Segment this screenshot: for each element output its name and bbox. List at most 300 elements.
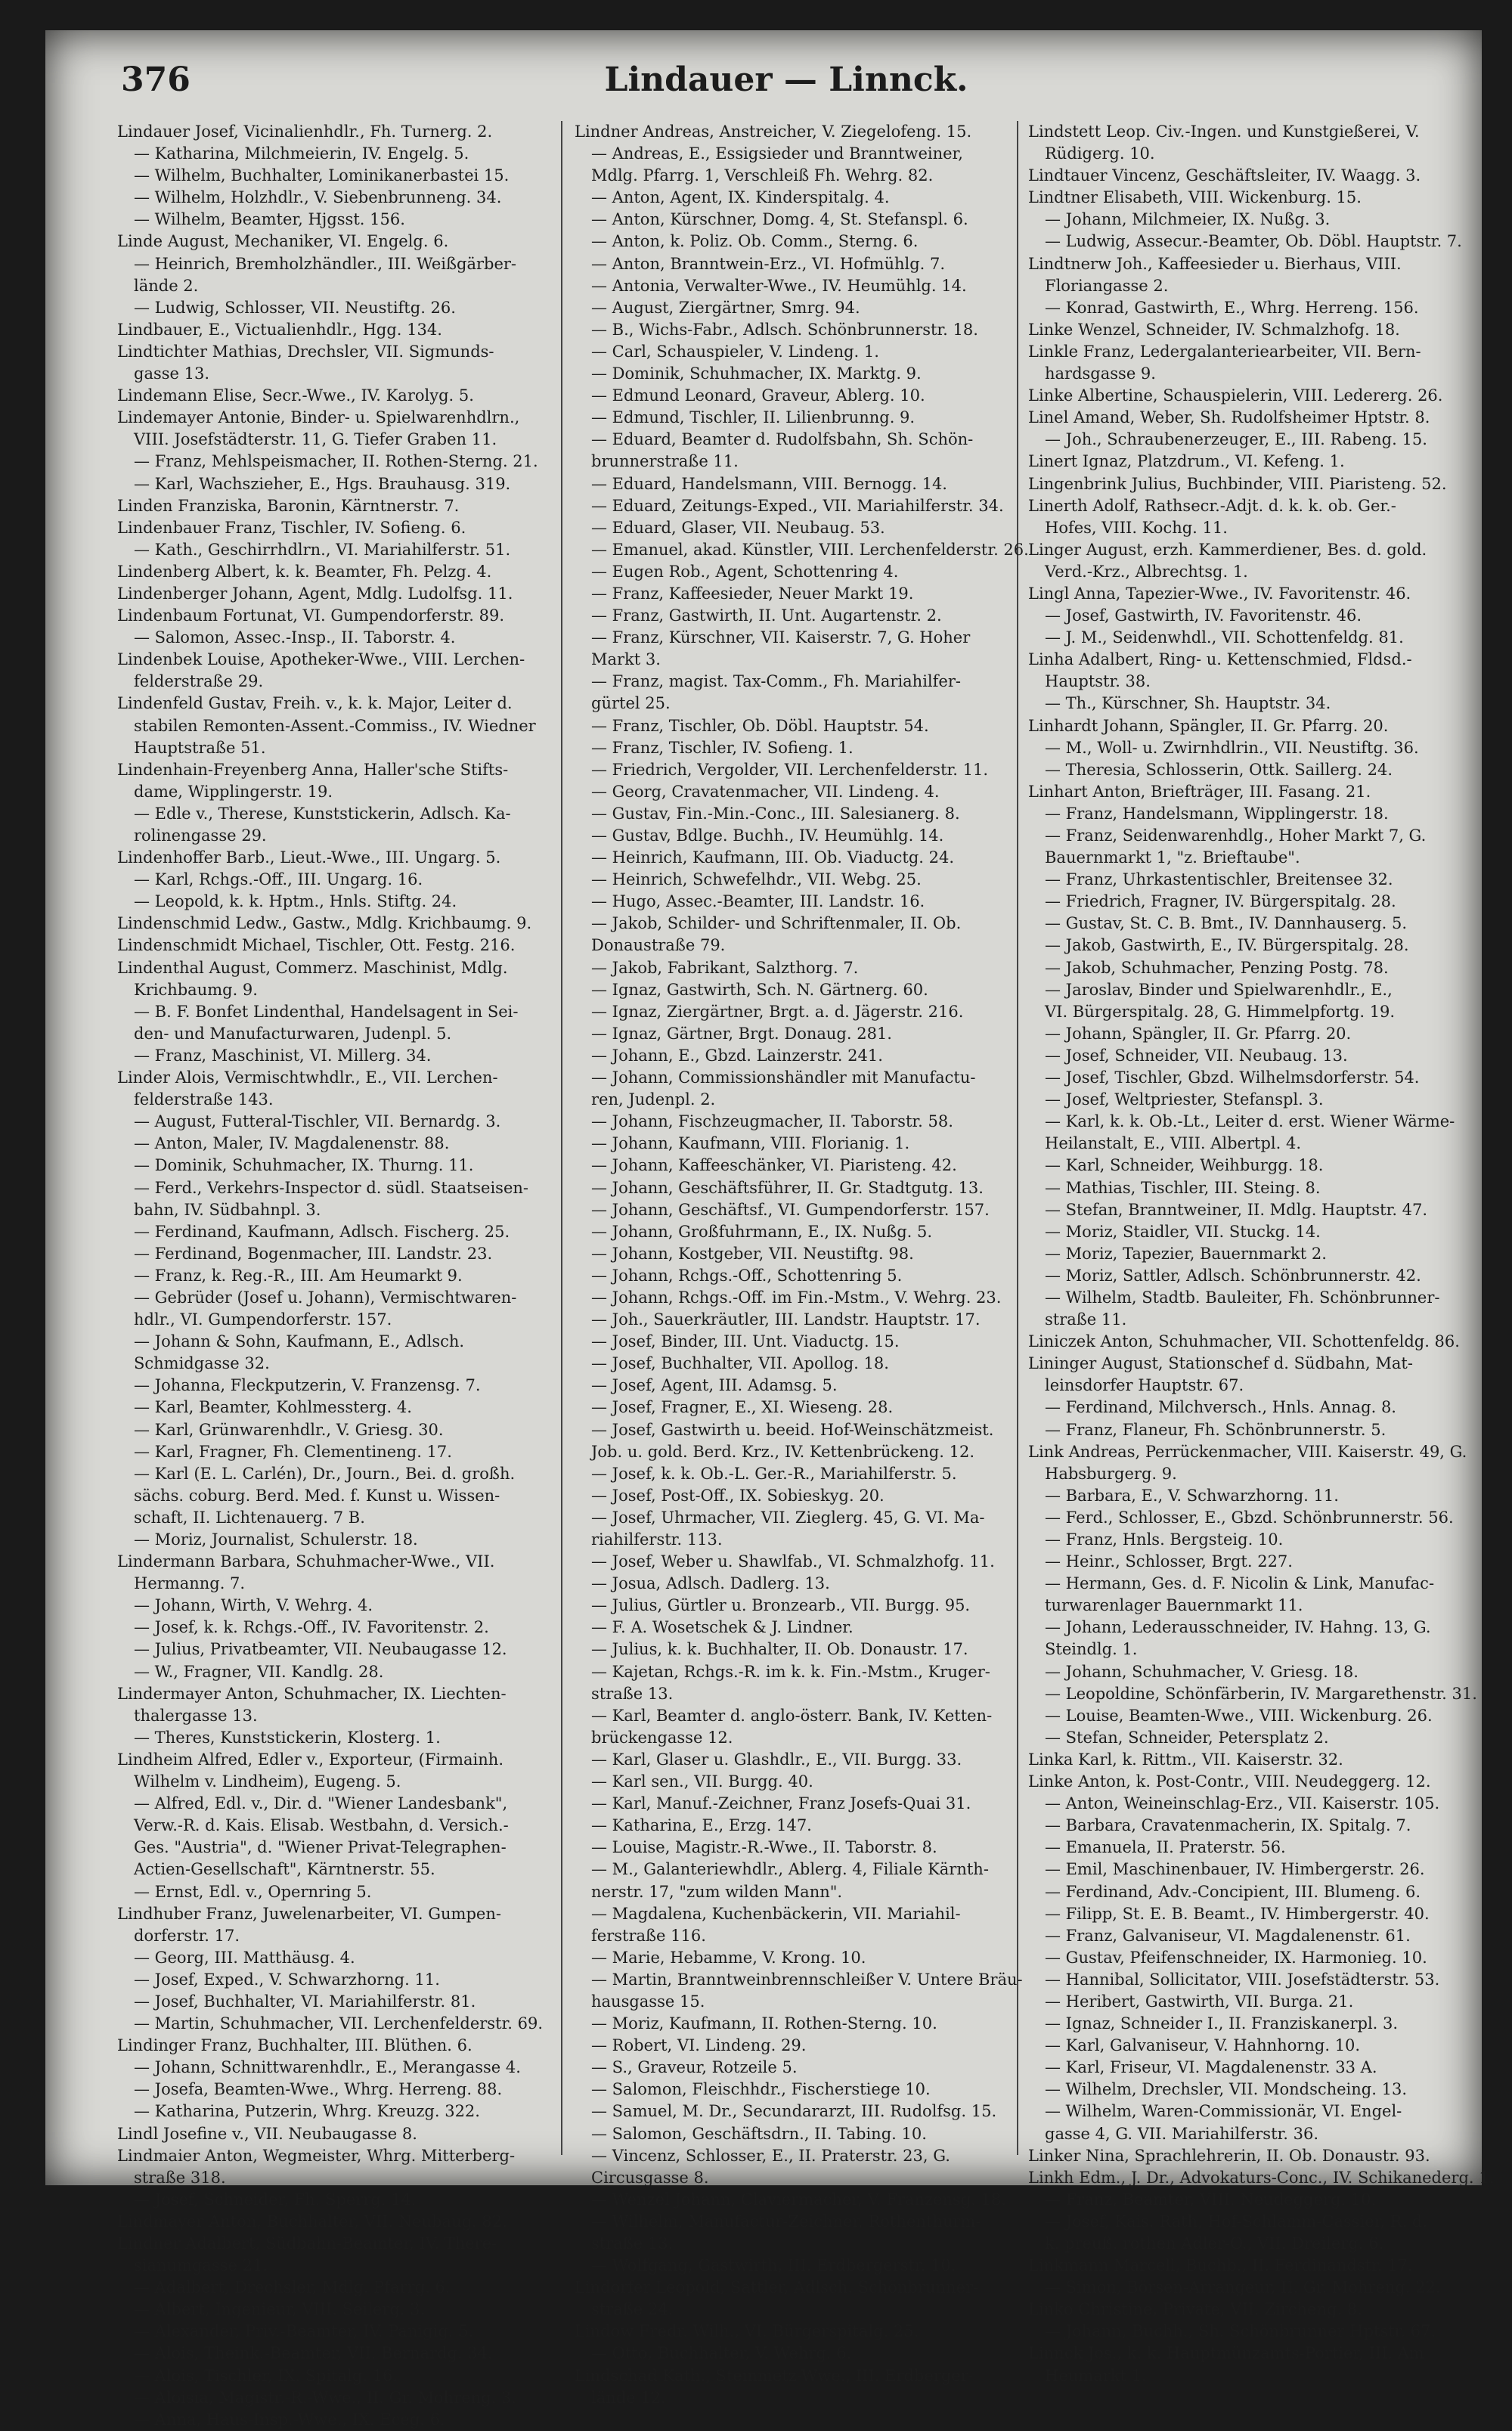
- directory-entry-line: — Louise, Magistr.-R.-Wwe., II. Taborstr. 8.: [591, 1838, 937, 1857]
- directory-entry-line: — Eduard, Zeitungs-Exped., VII. Mariahilferstr. 34.: [591, 496, 1004, 515]
- directory-entry-line: Linkmann Marcell, Buchb., II. Ferdinandstr. 17.: [1028, 2256, 1413, 2275]
- directory-entry-line: sächs. coburg. Berd. Med. f. Kunst u. Wissen-: [134, 1486, 500, 1505]
- directory-entry-line: Linkh Edm., J. Dr., Advokaturs-Conc., IV. Schikanederg. 1.: [1028, 2168, 1495, 2187]
- directory-entry-line: — Julius, Privatbeamter, VII. Neubaugasse 12.: [134, 1640, 507, 1659]
- directory-entry-line: lände 2.: [134, 276, 199, 295]
- directory-entry-line: — Johann, Schuhmacher, V. Griesg. 18.: [1045, 1662, 1359, 1681]
- directory-entry-line: — Franz, k. Reg.-R., III. Am Heumarkt 9.: [134, 1266, 463, 1285]
- directory-entry-line: Wilhelm v. Lindheim), Eugeng. 5.: [134, 1772, 401, 1791]
- directory-entry-line: Ges. "Austria", d. "Wiener Privat-Telegraphen-: [134, 1838, 507, 1857]
- directory-entry-line: — Moriz, Kaufmann, II. Rothen-Sterng. 10.: [591, 2014, 937, 2033]
- directory-entry-line: — Samuel, M. Dr., Secundararzt, III. Rudolfsg. 15.: [591, 2102, 997, 2121]
- directory-entry-line: — Josef, Kais. Rath, Hof-Schlamm-Cassier, R. d.: [1045, 2212, 1428, 2231]
- directory-entry-line: — Leopold, k. k. Hptm., Hnls. Stiftg. 24.: [134, 892, 457, 911]
- directory-entry-line: — Franz, Tischler, IV. Sofieng. 1.: [591, 738, 854, 757]
- directory-entry-line: Lindauer Josef, Vicinalienhdlr., Fh. Turnerg. 2.: [117, 122, 493, 141]
- directory-entry-line: — Emanuela, II. Praterstr. 56.: [1045, 1838, 1286, 1857]
- directory-entry-line: — Anton, Weineinschlag-Erz., VII. Kaiserstr. 105.: [1045, 1794, 1440, 1813]
- directory-entry-line: leinsdorfer Hauptstr. 67.: [1045, 1376, 1244, 1395]
- directory-entry-line: Linha Adalbert, Ring- u. Kettenschmied, Fldsd.-: [1028, 650, 1412, 669]
- directory-entry-line: Lindenhain-Freyenberg Anna, Haller'sche Stifts-: [117, 760, 509, 779]
- directory-entry-line: — Moriz, Tapezier, Bauernmarkt 2.: [1045, 1244, 1327, 1263]
- directory-entry-line: — Franz, Mehlspeismacher, II. Rothen-Sterng. 21.: [134, 452, 538, 471]
- directory-entry-line: — Julius, k. k. Buchhalter, II. Ob. Donaustr. 17.: [591, 1640, 968, 1659]
- directory-entry-line: — Hermann, Ges. d. F. Nicolin & Link, Manufac-: [1045, 1574, 1435, 1593]
- directory-entry-line: — Johann, Schnittwarenhdlr., E., Merangasse 4.: [134, 2058, 521, 2077]
- directory-entry-line: Lindheim Alfred, Edler v., Exporteur, (Firmainh.: [117, 1750, 503, 1769]
- directory-entry-line: — Josua, Adlsch. Dadlerg. 13.: [591, 1574, 830, 1593]
- directory-entry-line: — Wilhelm, Buchhalter, Lominikanerbastei 15.: [134, 166, 510, 185]
- directory-entry-line: — Josef, Schneider, VII. Neubaug. 13.: [1045, 1046, 1348, 1065]
- directory-entry-line: Hauptstraße 51.: [134, 738, 266, 757]
- directory-entry-line: — Josef, Weltpriester, Stefanspl. 3.: [1045, 1090, 1324, 1109]
- directory-entry-line: sianumgasse 21.: [134, 2256, 268, 2275]
- directory-entry-line: straße 13.: [591, 1684, 674, 1703]
- directory-entry-line: — Kajetan, Rchgs.-R. im k. k. Fin.-Mstm., Kruger-: [591, 1662, 990, 1681]
- directory-entry-line: Bauernmarkt 1, "z. Brieftaube".: [1045, 848, 1300, 867]
- directory-entry-line: Lindenberg Albert, k. k. Beamter, Fh. Pelzg. 4.: [117, 562, 492, 581]
- directory-entry-line: — Johann, Commissionshändler mit Manufactu-: [591, 1068, 976, 1087]
- directory-entry-line: Lindenthal August, Commerz. Maschinist, Mdlg.: [117, 958, 508, 977]
- directory-entry-line: — Wilhelm, Stadtb. Bauleiter, Fh. Schönbrunner-: [1045, 1288, 1440, 1307]
- directory-entry-line: Lindenbaum Fortunat, VI. Gumpendorferstr. 89.: [117, 606, 505, 625]
- directory-entry-line: — Gebrüder (Josef u. Johann), Vermischtwaren-: [134, 1288, 517, 1307]
- directory-entry-line: straße 318.: [134, 2168, 226, 2187]
- directory-entry-line: — Magdalena, Kuchenbäckerin, VII. Mariahil-: [591, 1904, 961, 1923]
- directory-entry-line: straße 11.: [1045, 1310, 1127, 1329]
- directory-entry-line: — J. M., Seidenwhdl., VII. Schottenfeldg. 81.: [1045, 628, 1404, 647]
- directory-entry-line: — Johann, Rchgs.-Off., Schottenring 5.: [591, 1266, 903, 1285]
- directory-entry-line: gasse 4, G. VII. Mariahilferstr. 36.: [1045, 2124, 1319, 2143]
- directory-entry-line: — Katharina, Milchmeierin, IV. Engelg. 5.: [134, 144, 469, 163]
- directory-entry-line: Hermanng. 7.: [134, 1574, 246, 1593]
- directory-entry-line: brunnerstraße 11.: [591, 452, 739, 471]
- directory-entry-line: — Jakob, Gastwirth, E., IV. Bürgerspitalg. 28.: [1045, 936, 1409, 955]
- directory-entry-line: — Anton, Kürschner, Domg. 4, St. Stefanspl. 6.: [591, 210, 968, 229]
- directory-entry-line: — Kath., Geschirrhdlrn., VI. Mariahilferstr. 51.: [134, 540, 511, 559]
- directory-entry-line: — Ferd., Verkehrs-Inspector d. südl. Staatseisen-: [134, 1178, 529, 1197]
- directory-entry-line: — Anton, k. Poliz. Ob. Comm., Sterng. 6.: [591, 232, 919, 251]
- directory-entry-line: — Alois, Tischler, IX. Spitalg. 16.: [134, 2366, 398, 2385]
- directory-entry-line: Lininger August, Stationschef d. Südbahn, Mat-: [1028, 1354, 1413, 1373]
- directory-entry-line: Actien-Gesellschaft", Kärntnerstr. 55.: [134, 1860, 435, 1879]
- directory-entry-line: — Salomon, Fleischhdr., Fischerstiege 10.: [591, 2080, 931, 2099]
- directory-entry-line: turwarenlager Bauernmarkt 11.: [1045, 1596, 1303, 1615]
- directory-entry-line: dorferstr. 17.: [134, 1926, 240, 1945]
- directory-entry-line: — Karl, Friseur, VI. Magdalenenstr. 33 A.: [1045, 2058, 1377, 2077]
- directory-entry-line: straße 24.: [591, 2300, 674, 2319]
- directory-entry-line: — Karl, Schneider, Weihburgg. 18.: [1045, 1156, 1324, 1175]
- directory-entry-line: Linke Anton, k. Post-Contr., VIII. Neudeggerg. 12.: [1028, 1772, 1431, 1791]
- directory-entry-line: — Johann, Buchh., Sh. Schönbrunner Hptstr. 67.: [1045, 2322, 1436, 2341]
- directory-entry-line: — Stefan, Branntweiner, II. Mdlg. Hauptstr. 47.: [1045, 1200, 1428, 1219]
- directory-entry-line: — Wilhelm, Holzhdlr., V. Siebenbrunneng. 34.: [134, 188, 502, 207]
- directory-entry-line: — Johann, Großfuhrmann, E., IX. Nußg. 5.: [591, 1222, 933, 1241]
- directory-entry-line: — Ferdinand, Bogenmacher, III. Landstr. 23.: [134, 1244, 493, 1263]
- directory-entry-line: — Otto, Buchhalter, V. Wehrg. 6.: [591, 2344, 852, 2363]
- directory-entry-line: Circusgasse 8.: [591, 2168, 709, 2187]
- directory-entry-line: — Hugo, Assec.-Beamter, III. Landstr. 16.: [591, 892, 925, 911]
- directory-entry-line: k. preuß. rothen Adler-O., VII. Dreilerg. 6.: [1045, 2234, 1384, 2253]
- directory-entry-line: — Joh., Sauerkräutler, III. Landstr. Hauptstr. 17.: [591, 1310, 981, 1329]
- directory-entry-line: — Louise, Beamten-Wwe., VIII. Wickenburg. 26.: [1045, 1706, 1433, 1725]
- directory-entry-line: — Josef, Schneider, Fh. Sperrg. 14.: [134, 2190, 417, 2209]
- directory-entry-line: Lindenbek Louise, Apotheker-Wwe., VIII. Lerchen-: [117, 650, 525, 669]
- directory-entry-line: — M., Galanteriewhdlr., Ablerg. 4, Filiale Kärnth-: [591, 1860, 989, 1879]
- directory-entry-line: — Karl, Glaser u. Glashdlr., E., VII. Burgg. 33.: [591, 1750, 962, 1769]
- directory-entry-line: — Josef, Buchhalter, VII. Apollog. 18.: [591, 1354, 889, 1373]
- directory-entry-line: — Jaroslav, Binder und Spielwarenhdlr., E.,: [1045, 980, 1393, 999]
- directory-entry-line: — Georg, III. Matthäusg. 4.: [134, 1948, 355, 1967]
- directory-entry-line: Krichbaumg. 9.: [134, 980, 258, 999]
- directory-entry-line: — Karl, Wachszieher, E., Hgs. Brauhausg. 319.: [134, 474, 511, 493]
- directory-entry-line: Linden Franziska, Baronin, Kärntnerstr. 7.: [117, 496, 460, 515]
- directory-entry-line: Lindtichter Mathias, Drechsler, VII. Sigmunds-: [117, 342, 494, 361]
- directory-entry-line: — Heinrich, Schwefelhdr., VII. Webg. 25.: [591, 870, 922, 889]
- directory-entry-line: — Karl, Grünwarenhdlr., V. Griesg. 30.: [134, 1420, 444, 1439]
- directory-entry-line: — Ferd., Schlosser, E., Gbzd. Schönbrunnerstr. 56.: [1045, 1508, 1454, 1527]
- directory-entry-line: Lindner Andreas, Anstreicher, V. Ziegelofeng. 15.: [575, 122, 972, 141]
- directory-entry-line: — Stefan, Schneider, Petersplatz 2.: [1045, 1728, 1329, 1747]
- directory-entry-line: — Josef, Gastwirth u. beeid. Hof-Weinschätzmeist.: [591, 1420, 994, 1439]
- directory-entry-line: — Karl, Rchgs.-Off., III. Ungarg. 16.: [134, 870, 423, 889]
- directory-entry-line: Lindschad Kath., Steinmetz-Wwe., III. Erdberger-: [575, 2366, 974, 2385]
- directory-entry-line: — Jakob, Schilder- und Schriftenmaler, II. Ob.: [591, 914, 962, 933]
- directory-entry-line: — Moriz, Staidler, VII. Stuckg. 14.: [1045, 1222, 1321, 1241]
- directory-entry-line: — Karl, Beamter d. anglo-österr. Bank, IV. Ketten-: [591, 1706, 993, 1725]
- directory-entry-line: — Johann, Kaffeeschänker, VI. Piaristeng. 42.: [591, 1156, 957, 1175]
- directory-entry-line: — Barbara, E., V. Schwarzhorng. 11.: [1045, 1486, 1339, 1505]
- directory-entry-line: — Wilhelm, Drechsler, VII. Mondscheing. 13.: [1045, 2080, 1407, 2099]
- directory-entry-line: — Ignaz, Gastwirth, Sch. N. Gärtnerg. 60.: [591, 980, 928, 999]
- directory-entry-line: — Alexander, Priv.-Beamter, IV. Panigig. 5.: [134, 2322, 474, 2341]
- directory-entry-line: — Johann, E., Gbzd. Lainzerstr. 241.: [591, 1046, 883, 1065]
- directory-entry-line: ren, Judenpl. 2.: [591, 1090, 716, 1109]
- directory-entry-line: dame, Wipplingerstr. 19.: [134, 782, 333, 801]
- directory-entry-line: — Wenzel Johann, Claviermacher, V. Franzensg. 18.: [591, 2190, 1006, 2209]
- directory-entry-line: Linde August, Mechaniker, VI. Engelg. 6.: [117, 232, 449, 251]
- directory-entry-line: — Josef, Buchhalter, VI. Mariahilferstr. 81.: [134, 1992, 476, 2011]
- directory-entry-line: — Franz, Kürschner, VII. Kaiserstr. 7, G. Hoher: [591, 628, 971, 647]
- directory-entry-line: Habsburgerg. 9.: [1045, 1464, 1177, 1483]
- directory-entry-line: brückengasse 12.: [591, 1728, 733, 1747]
- directory-entry-line: hdlr., VI. Gumpendorferstr. 157.: [134, 1310, 392, 1329]
- directory-entry-line: Floriangasse 2.: [1045, 276, 1169, 295]
- directory-entry-line: Lindemayer Antonie, Binder- u. Spielwarenhdlrn.,: [117, 408, 520, 427]
- directory-entry-line: — Karl, Fragner, Fh. Clementineng. 17.: [134, 1442, 452, 1461]
- directory-entry-line: — Karl, Beamter, Kohlmessterg. 4.: [134, 1398, 412, 1417]
- page-header: [121, 60, 1452, 113]
- directory-entry-line: rolinengasse 29.: [134, 826, 267, 845]
- directory-entry-line: — Johann, Kostgeber, VII. Neustiftg. 98.: [591, 1244, 914, 1263]
- directory-entry-line: — Andreas, E., Essigsieder und Branntweiner,: [591, 144, 963, 163]
- directory-entry-line: Mdlg. Pfarrg. 1, Verschleiß Fh. Wehrg. 82.: [591, 166, 934, 185]
- directory-entry-line: — Salomon, Assec.-Insp., II. Taborstr. 4.: [134, 628, 456, 647]
- directory-entry-line: — Heinrich, Kaufmann, III. Ob. Viaductg. 24.: [591, 848, 955, 867]
- directory-entry-line: — Franz, Maschinist, VI. Millerg. 34.: [134, 1046, 432, 1065]
- directory-entry-line: Lindow Fredr. Wilh., VI. Bürgerspitalg. 25.: [575, 2322, 919, 2341]
- directory-entry-line: — Karl, Galvaniseur, V. Hahnhorng. 10.: [1045, 2036, 1361, 2055]
- directory-entry-line: — Georg, Cravatenmacher, VII. Lindeng. 4.: [591, 782, 940, 801]
- directory-entry-line: — Wilhelm, Manufactur-Zeichner, Rothenthurm-: [591, 2212, 981, 2231]
- directory-entry-line: — F. A. Wosetschek & J. Lindner.: [591, 1618, 854, 1637]
- directory-entry-line: Linke Wenzel, Schneider, IV. Schmalzhofg. 18.: [1028, 320, 1400, 339]
- directory-entry-line: stabilen Remonten-Assent.-Commiss., IV. Wiedner: [134, 716, 536, 735]
- directory-entry-line: — Julius, Gürtler u. Bronzearb., VII. Burgg. 95.: [591, 1596, 971, 1615]
- directory-entry-line: — Dominik, Schuhmacher, IX. Thurng. 11.: [134, 1156, 474, 1175]
- directory-entry-line: — Ludwig, Assecur.-Beamter, Ob. Döbl. Hauptstr. 7.: [1045, 232, 1462, 251]
- directory-entry-line: — Aloisia, Magistr.-R.-Wwe., II. Gr. Mohreng. 3.: [134, 2388, 516, 2407]
- directory-entry-line: Liniczek Anton, Schuhmacher, VII. Schottenfeldg. 86.: [1028, 1332, 1460, 1351]
- directory-entry-line: Lindorfer Leopold, Sattler, Adlsch. Schönbrunner-: [575, 2278, 979, 2297]
- directory-entry-line: — Johann, Geschäftsführer, II. Gr. Stadtgutg. 13.: [591, 1178, 984, 1197]
- directory-entry-line: — Josef, k. k. Rchgs.-Off., IV. Favoritenstr. 2.: [134, 1618, 489, 1637]
- directory-entry-line: — Eugen Rob., Agent, Schottenring 4.: [591, 562, 899, 581]
- directory-entry-line: — Wolfgang, Gastwirth, III. Erdbergerstr. 10.: [591, 2256, 956, 2275]
- directory-entry-line: — Johann, Spängler, II. Gr. Pfarrg. 20.: [1045, 1024, 1352, 1043]
- directory-entry-line: — Th., Kürschner, Sh. Hauptstr. 34.: [1045, 694, 1331, 713]
- directory-entry-line: Rüdigerg. 10.: [1045, 144, 1155, 163]
- directory-entry-line: Hofes, VIII. Kochg. 11.: [1045, 518, 1228, 537]
- directory-entry-line: — Leopoldine, Schönfärberin, IV. Margarethenstr. 31.: [1045, 1684, 1477, 1703]
- directory-entry-line: — Johann & Sohn, Kaufmann, E., Adlsch.: [134, 1332, 465, 1351]
- directory-entry-line: — August, Futteral-Tischler, VII. Bernardg. 3.: [134, 1112, 501, 1131]
- directory-entry-line: — Anton, Maler, IV. Magdalenenstr. 88.: [134, 1134, 450, 1153]
- directory-entry-line: — Ignaz, Schneider I., II. Franziskanerpl. 3.: [1045, 2014, 1399, 2033]
- directory-entry-line: — Ignaz, Gärtner, Brgt. Donaug. 281.: [591, 1024, 892, 1043]
- directory-entry-line: thalergasse 13.: [134, 1706, 258, 1725]
- directory-entry-line: — Franz, Gastwirth, II. Unt. Augartenstr. 2.: [591, 606, 942, 625]
- directory-entry-line: — Ernst, Edl. v., Opernring 5.: [134, 1882, 372, 1901]
- directory-entry-line: — Anna, Haus-Insp.-Wwe., IX. Eceg. 6.: [134, 2410, 445, 2429]
- directory-entry-line: Lindinger Franz, Buchhalter, III. Blüthen. 6.: [117, 2036, 472, 2055]
- directory-entry-line: — Antonia, Verwalter-Wwe., IV. Heumühlg. 14.: [591, 276, 967, 295]
- column-3: [1028, 121, 1495, 2385]
- directory-entry-line: — Ferdinand, Milchversch., Hnls. Annag. 8.: [1045, 1398, 1396, 1417]
- directory-entry-line: — Johann, Rchgs.-Off. im Fin.-Mstm., V. Wehrg. 23.: [591, 1288, 1002, 1307]
- directory-entry-line: — Josef, Gastwirth, IV. Favoritenstr. 46.: [1045, 606, 1362, 625]
- directory-entry-line: — Johann, Fischzeugmacher, II. Taborstr. 58.: [591, 1112, 953, 1131]
- directory-entry-line: Lindtauer Vincenz, Geschäftsleiter, IV. Waagg. 3.: [1028, 166, 1421, 185]
- directory-entry-line: — Ludwig, Schlosser, VII. Neustiftg. 26.: [134, 298, 456, 317]
- directory-entry-line: — Barbara, Cravatenmacherin, IX. Spitalg. 7.: [1045, 1816, 1411, 1835]
- directory-entry-line: Lindl Josefine v., VII. Neubaugasse 8.: [117, 2124, 417, 2143]
- directory-entry-line: — August, Ziergärtner, Smrg. 94.: [591, 298, 860, 317]
- directory-entry-line: nerstr. 17, "zum wilden Mann".: [591, 1882, 843, 1901]
- directory-entry-line: — S., Graveur, Rotzeile 5.: [591, 2058, 798, 2077]
- directory-entry-line: — Johann, Milchmeier, IX. Nußg. 3.: [1045, 210, 1331, 229]
- directory-entry-line: — Gustav, Fin.-Min.-Conc., III. Salesianerg. 8.: [591, 804, 960, 823]
- directory-entry-line: Linkle Franz, Ledergalanteriearbeiter, VII. Bern-: [1028, 342, 1421, 361]
- directory-entry-line: Link Andreas, Perrückenmacher, VIII. Kaiserstr. 49, G.: [1028, 1442, 1467, 1461]
- directory-entry-line: — Karl sen., VII. Burgg. 40.: [591, 1772, 813, 1791]
- directory-entry-line: Heilanstalt, E., VIII. Albertpl. 4.: [1045, 1134, 1301, 1153]
- directory-entry-line: Lindermayer Anton, Schuhmacher, IX. Liechten-: [117, 1684, 507, 1703]
- directory-entry-line: VI. Bürgerspitalg. 28, G. Himmelpfortg. 19.: [1045, 1002, 1396, 1021]
- directory-entry-line: — Josef, Post-Off., IX. Sobieskyg. 20.: [591, 1486, 885, 1505]
- directory-entry-line: — B., Wichs-Fabr., Adlsch. Schönbrunnerstr. 18.: [591, 320, 978, 339]
- directory-entry-line: ferstraße 116.: [591, 1926, 706, 1945]
- directory-entry-line: — Dominik, Schuhmacher, IX. Marktg. 9.: [591, 364, 922, 383]
- directory-entry-line: Hauptstr. 38.: [1045, 672, 1151, 691]
- directory-entry-line: — Friedrich, Vergolder, VII. Lerchenfelderstr. 11.: [591, 760, 988, 779]
- directory-entry-line: Verw.-R. d. Kais. Elisab. Westbahn, d. Versich.-: [134, 1816, 509, 1835]
- directory-entry-line: Schmidgasse 32.: [134, 1354, 270, 1373]
- directory-entry-line: — Josef, Weber u. Shawlfab., VI. Schmalzhofg. 11.: [591, 1552, 995, 1571]
- directory-entry-line: Lindmaier Anton, Wegmeister, Whrg. Mitterberg-: [117, 2146, 516, 2165]
- directory-entry-line: — Josef, Exped., V. Schwarzhorng. 11.: [134, 1970, 440, 1989]
- directory-entry-line: — Karl (E. L. Carlén), Dr., Journ., Bei. d. großh.: [134, 1464, 516, 1483]
- directory-entry-line: schaft, II. Lichtenauerg. 7 B.: [134, 1508, 365, 1527]
- directory-entry-line: Linhardt Johann, Spängler, II. Gr. Pfarrg. 20.: [1028, 716, 1389, 735]
- directory-entry-line: Linel Amand, Weber, Sh. Rudolfsheimer Hptstr. 8.: [1028, 408, 1430, 427]
- directory-entry-line: — Eduard, Beamter d. Rudolfsbahn, Sh. Schön-: [591, 430, 974, 449]
- directory-page: [45, 30, 1495, 2429]
- directory-entry-line: — Josef, Uhrmacher, VII. Zieglerg. 45, G. VI. Ma-: [591, 1508, 985, 1527]
- directory-entry-line: — Franz, Beamter, VIII. Neudeggerg. 10.: [1045, 2190, 1377, 2209]
- directory-entry-line: felderstraße 29.: [134, 672, 264, 691]
- directory-entry-line: — Franz, Kaffeesieder, Neuer Markt 19.: [591, 584, 914, 603]
- directory-entry-line: felderstraße 143.: [134, 1090, 274, 1109]
- directory-entry-line: Linger August, erzh. Kammerdiener, Bes. d. gold.: [1028, 540, 1427, 559]
- directory-entry-line: — Emanuel, akad. Künstler, VIII. Lerchenfelderstr. 26.: [591, 540, 1029, 559]
- directory-entry-line: lände 12.: [591, 2388, 666, 2407]
- directory-entry-line: gürtel 25.: [591, 694, 671, 713]
- directory-entry-line: Lindenfeld Gustav, Freih. v., k. k. Major, Leiter d.: [117, 694, 513, 713]
- directory-entry-line: — Theres, Kunststickerin, Klosterg. 1.: [134, 1728, 441, 1747]
- directory-entry-line: Lingenbrink Julius, Buchbinder, VIII. Piaristeng. 52.: [1028, 474, 1447, 493]
- directory-entry-line: Linka Karl, k. Rittm., VII. Kaiserstr. 32.: [1028, 1750, 1343, 1769]
- directory-entry-line: — Johann, Wirth, V. Wehrg. 4.: [134, 1596, 373, 1615]
- directory-entry-line: — Edmund, Tischler, II. Lilienbrunng. 9.: [591, 408, 916, 427]
- directory-entry-line: — Emil, Maschinenbauer, IV. Himbergerstr. 26.: [1045, 1860, 1425, 1879]
- directory-entry-line: Linhart Anton, Briefträger, III. Fasang. 21.: [1028, 782, 1371, 801]
- directory-entry-line: Linko Christine, Private, VII. Zircheng. 8.: [1028, 2300, 1362, 2319]
- directory-entry-line: — Martin, Branntweinbrennschleißer V. Untere Bräu-: [591, 1970, 1023, 1989]
- directory-entry-line: Lindermann Barbara, Schuhmacher-Wwe., VII.: [117, 1552, 495, 1571]
- directory-entry-line: — Edmund Leonard, Graveur, Ablerg. 10.: [591, 386, 925, 405]
- directory-entry-line: — Johanna, Fleckputzerin, V. Franzensg. 7.: [134, 1376, 481, 1395]
- directory-entry-line: Lindtnerw Joh., Kaffeesieder u. Bierhaus, VIII.: [1028, 254, 1402, 273]
- directory-entry-line: — Moriz, Journalist, Schulerstr. 18.: [134, 1530, 418, 1549]
- directory-entry-line: — Franz, magist. Tax-Comm., Fh. Mariahilfer-: [591, 672, 961, 691]
- directory-entry-line: Lindbauer, E., Victualienhdlr., Hgg. 134.: [117, 320, 442, 339]
- directory-entry-line: — Simon, Börsen-Arrangeur, II. Gr. Mohreng. 22.: [1045, 2278, 1441, 2297]
- directory-entry-line: Lindenschmid Ledw., Gastw., Mdlg. Krichbaumg. 9.: [117, 914, 532, 933]
- column-2: [575, 121, 1029, 2407]
- directory-entry-line: — Heribert, Gastwirth, VII. Burga. 21.: [1045, 1992, 1354, 2011]
- directory-entry-line: Markt 3.: [591, 650, 661, 669]
- column-1: [117, 121, 548, 2429]
- directory-entry-line: — Gustav, St. C. B. Bmt., IV. Dannhauserg. 5.: [1045, 914, 1408, 933]
- directory-entry-line: Lindner Adalbert, Südbahn-Beamter, IV. There-: [117, 2234, 497, 2253]
- directory-entry-line: — Friedrich, Fragner, IV. Bürgerspitalg. 28.: [1045, 892, 1396, 911]
- directory-entry-line: — Salomon, Geschäftsdrn., II. Tabing. 10.: [591, 2124, 927, 2143]
- directory-entry-line: — Konrad, Gastwirth, E., Whrg. Herreng. 156.: [1045, 298, 1419, 317]
- page-number: 376: [121, 60, 191, 99]
- directory-entry-line: — Josefa, Beamten-Wwe., Whrg. Herreng. 88.: [134, 2080, 503, 2099]
- directory-entry-line: — Franz, Hnls. Bergsteig. 10.: [1045, 1530, 1284, 1549]
- column-rule: [1017, 121, 1018, 2155]
- directory-entry-line: — Albert, Ingenieur, VIII. Seilerg. 3.: [134, 2300, 426, 2319]
- directory-entry-line: — Eduard, Handelsmann, VIII. Bernogg. 14.: [591, 474, 947, 493]
- directory-entry-line: — Robert, VI. Lindeng. 29.: [591, 2036, 807, 2055]
- directory-entry-line: bahn, IV. Südbahnpl. 3.: [134, 1200, 321, 1219]
- directory-entry-line: Linke Albertine, Schauspielerin, VIII. Ledererg. 26.: [1028, 386, 1443, 405]
- directory-entry-line: Steindlg. 1.: [1045, 1640, 1138, 1659]
- directory-entry-line: — Vincenz, Schlosser, E., II. Praterstr. 23, G.: [591, 2146, 950, 2165]
- directory-entry-line: VIII. Josefstädterstr. 11, G. Tiefer Graben 11.: [134, 430, 497, 449]
- directory-entry-line: — Wilhelm, Beamter, Hjgsst. 156.: [134, 210, 405, 229]
- directory-entry-line: — Carl, Schauspieler, V. Lindeng. 1.: [591, 342, 879, 361]
- directory-entry-line: — Heinrich, Bremholzhändler., III. Weißgärber-: [134, 254, 517, 273]
- directory-entry-line: — Hannibal, Sollicitator, VIII. Josefstädterstr. 53.: [1045, 1970, 1440, 1989]
- directory-entry-line: — Anton, Branntwein-Erz., VI. Hofmühlg. 7.: [591, 254, 946, 273]
- directory-entry-line: — Franz, Seidenwarenhdlg., Hoher Markt 7, G.: [1045, 826, 1427, 845]
- directory-entry-line: — Franz, Galvaniseur, VI. Magdalenenstr. 61.: [1045, 1926, 1411, 1945]
- directory-entry-line: — Wilhelm, Waren-Commissionär, VI. Engel-: [1045, 2102, 1402, 2121]
- directory-entry-line: Linerth Adolf, Rathsecr.-Adjt. d. k. k. ob. Ger.-: [1028, 496, 1396, 515]
- directory-entry-line: straße 13.: [591, 2234, 674, 2253]
- directory-entry-line: — Johann, Lederausschneider, IV. Hahng. 13, G.: [1045, 1618, 1431, 1637]
- directory-entry-line: — Jakob, Fabrikant, Salzthorg. 7.: [591, 958, 859, 977]
- directory-entry-line: hardsgasse 9.: [1045, 364, 1156, 383]
- directory-entry-line: — M., Woll- u. Zwirnhdlrin., VII. Neustiftg. 36.: [1045, 738, 1419, 757]
- directory-entry-line: — Gustav, Pfeifenschneider, IX. Harmonieg. 10.: [1045, 1948, 1427, 1967]
- directory-entry-line: — Filipp, St. E. B. Beamt., IV. Himbergerstr. 40.: [1045, 1904, 1430, 1923]
- directory-entry-line: — Ferdinand, Adv.-Concipient, III. Blumeng. 6.: [1045, 1882, 1421, 1901]
- directory-entry-line: — W., Fragner, VII. Kandlg. 28.: [134, 1662, 384, 1681]
- directory-entry-line: riahilferstr. 113.: [591, 1530, 723, 1549]
- directory-entry-line: Linnck Jos., k. k. Hauptmünzamts-Portier, III. Am: [1028, 2344, 1424, 2363]
- directory-entry-line: — Franz, Tischler, Ob. Döbl. Hauptstr. 54.: [591, 716, 929, 735]
- directory-entry-line: — Josef, Fragner, E., XI. Wieseng. 28.: [591, 1398, 894, 1417]
- directory-entry-line: Donaustraße 79.: [591, 936, 726, 955]
- directory-entry-line: Lindmayer Anton, Buchhalter, VII. Neubaug. 82.: [117, 2212, 507, 2231]
- directory-entry-line: — Josef, Binder, III. Unt. Viaductg. 15.: [591, 1332, 900, 1351]
- directory-entry-line: — Alois, Theink.-Beamter, VII. Bernardg. 34.: [134, 2344, 493, 2363]
- directory-entry-line: Linker Nina, Sprachlehrerin, II. Ob. Donaustr. 93.: [1028, 2146, 1430, 2165]
- directory-entry-line: Job. u. gold. Berd. Krz., IV. Kettenbrückeng. 12.: [591, 1442, 974, 1461]
- directory-entry-line: Linert Ignaz, Platzdrum., VI. Kefeng. 1.: [1028, 452, 1345, 471]
- directory-entry-line: — Mathias, Tischler, III. Steing. 8.: [1045, 1178, 1321, 1197]
- directory-entry-line: — Edle v., Therese, Kunststickerin, Adlsch. Ka-: [134, 804, 511, 823]
- directory-entry-line: — Moriz, Sattler, Adlsch. Schönbrunnerstr. 42.: [1045, 1266, 1421, 1285]
- directory-entry-line: — Josef, Agent, III. Adamsg. 5.: [591, 1376, 838, 1395]
- directory-entry-line: Verd.-Krz., Albrechtsg. 1.: [1045, 562, 1248, 581]
- directory-entry-line: — Josef, k. k. Ob.-L. Ger.-R., Mariahilferstr. 5.: [591, 1464, 957, 1483]
- directory-entry-line: — Joh., Schraubenerzeuger, E., III. Rabeng. 15.: [1045, 430, 1427, 449]
- directory-entry-line: den- und Manufacturwaren, Judenpl. 5.: [134, 1024, 452, 1043]
- directory-entry-line: — Marie, Hebamme, V. Krong. 10.: [591, 1948, 866, 1967]
- directory-entry-line: — Franz, Flaneur, Fh. Schönbrunnerstr. 5.: [1045, 1420, 1387, 1439]
- directory-entry-line: Heumarkt 1.: [1045, 2366, 1147, 2385]
- directory-entry-line: — Eduard, Glaser, VII. Neubaug. 53.: [591, 518, 885, 537]
- directory-entry-line: Lindenhoffer Barb., Lieut.-Wwe., III. Ungarg. 5.: [117, 848, 501, 867]
- directory-entry-line: Lindenschmidt Michael, Tischler, Ott. Festg. 216.: [117, 936, 516, 955]
- directory-entry-line: Lindhuber Franz, Juwelenarbeiter, VI. Gumpen-: [117, 1904, 501, 1923]
- directory-entry-line: Linder Alois, Vermischtwhdlr., E., VII. Lerchen-: [117, 1068, 498, 1087]
- directory-entry-line: Lindemann Elise, Secr.-Wwe., IV. Karolyg. 5.: [117, 386, 474, 405]
- directory-entry-line: — Johann, Geschäftsf., VI. Gumpendorferstr. 157.: [591, 1200, 990, 1219]
- directory-entry-line: hausgasse 15.: [591, 1992, 705, 2011]
- directory-entry-line: — Martin, Schuhmacher, VII. Lerchenfelderstr. 69.: [134, 2014, 543, 2033]
- column-rule: [561, 121, 562, 2155]
- directory-entry-line: — Franz, Uhrkastentischler, Breitensee 32.: [1045, 870, 1393, 889]
- directory-entry-line: — Karl, k. k. Ob.-Lt., Leiter d. erst. Wiener Wärme-: [1045, 1112, 1455, 1131]
- directory-entry-line: Lindtner Elisabeth, VIII. Wickenburg. 15.: [1028, 188, 1362, 207]
- directory-entry-line: — Ferdinand, Kaufmann, Adlsch. Fischerg. 25.: [134, 1222, 510, 1241]
